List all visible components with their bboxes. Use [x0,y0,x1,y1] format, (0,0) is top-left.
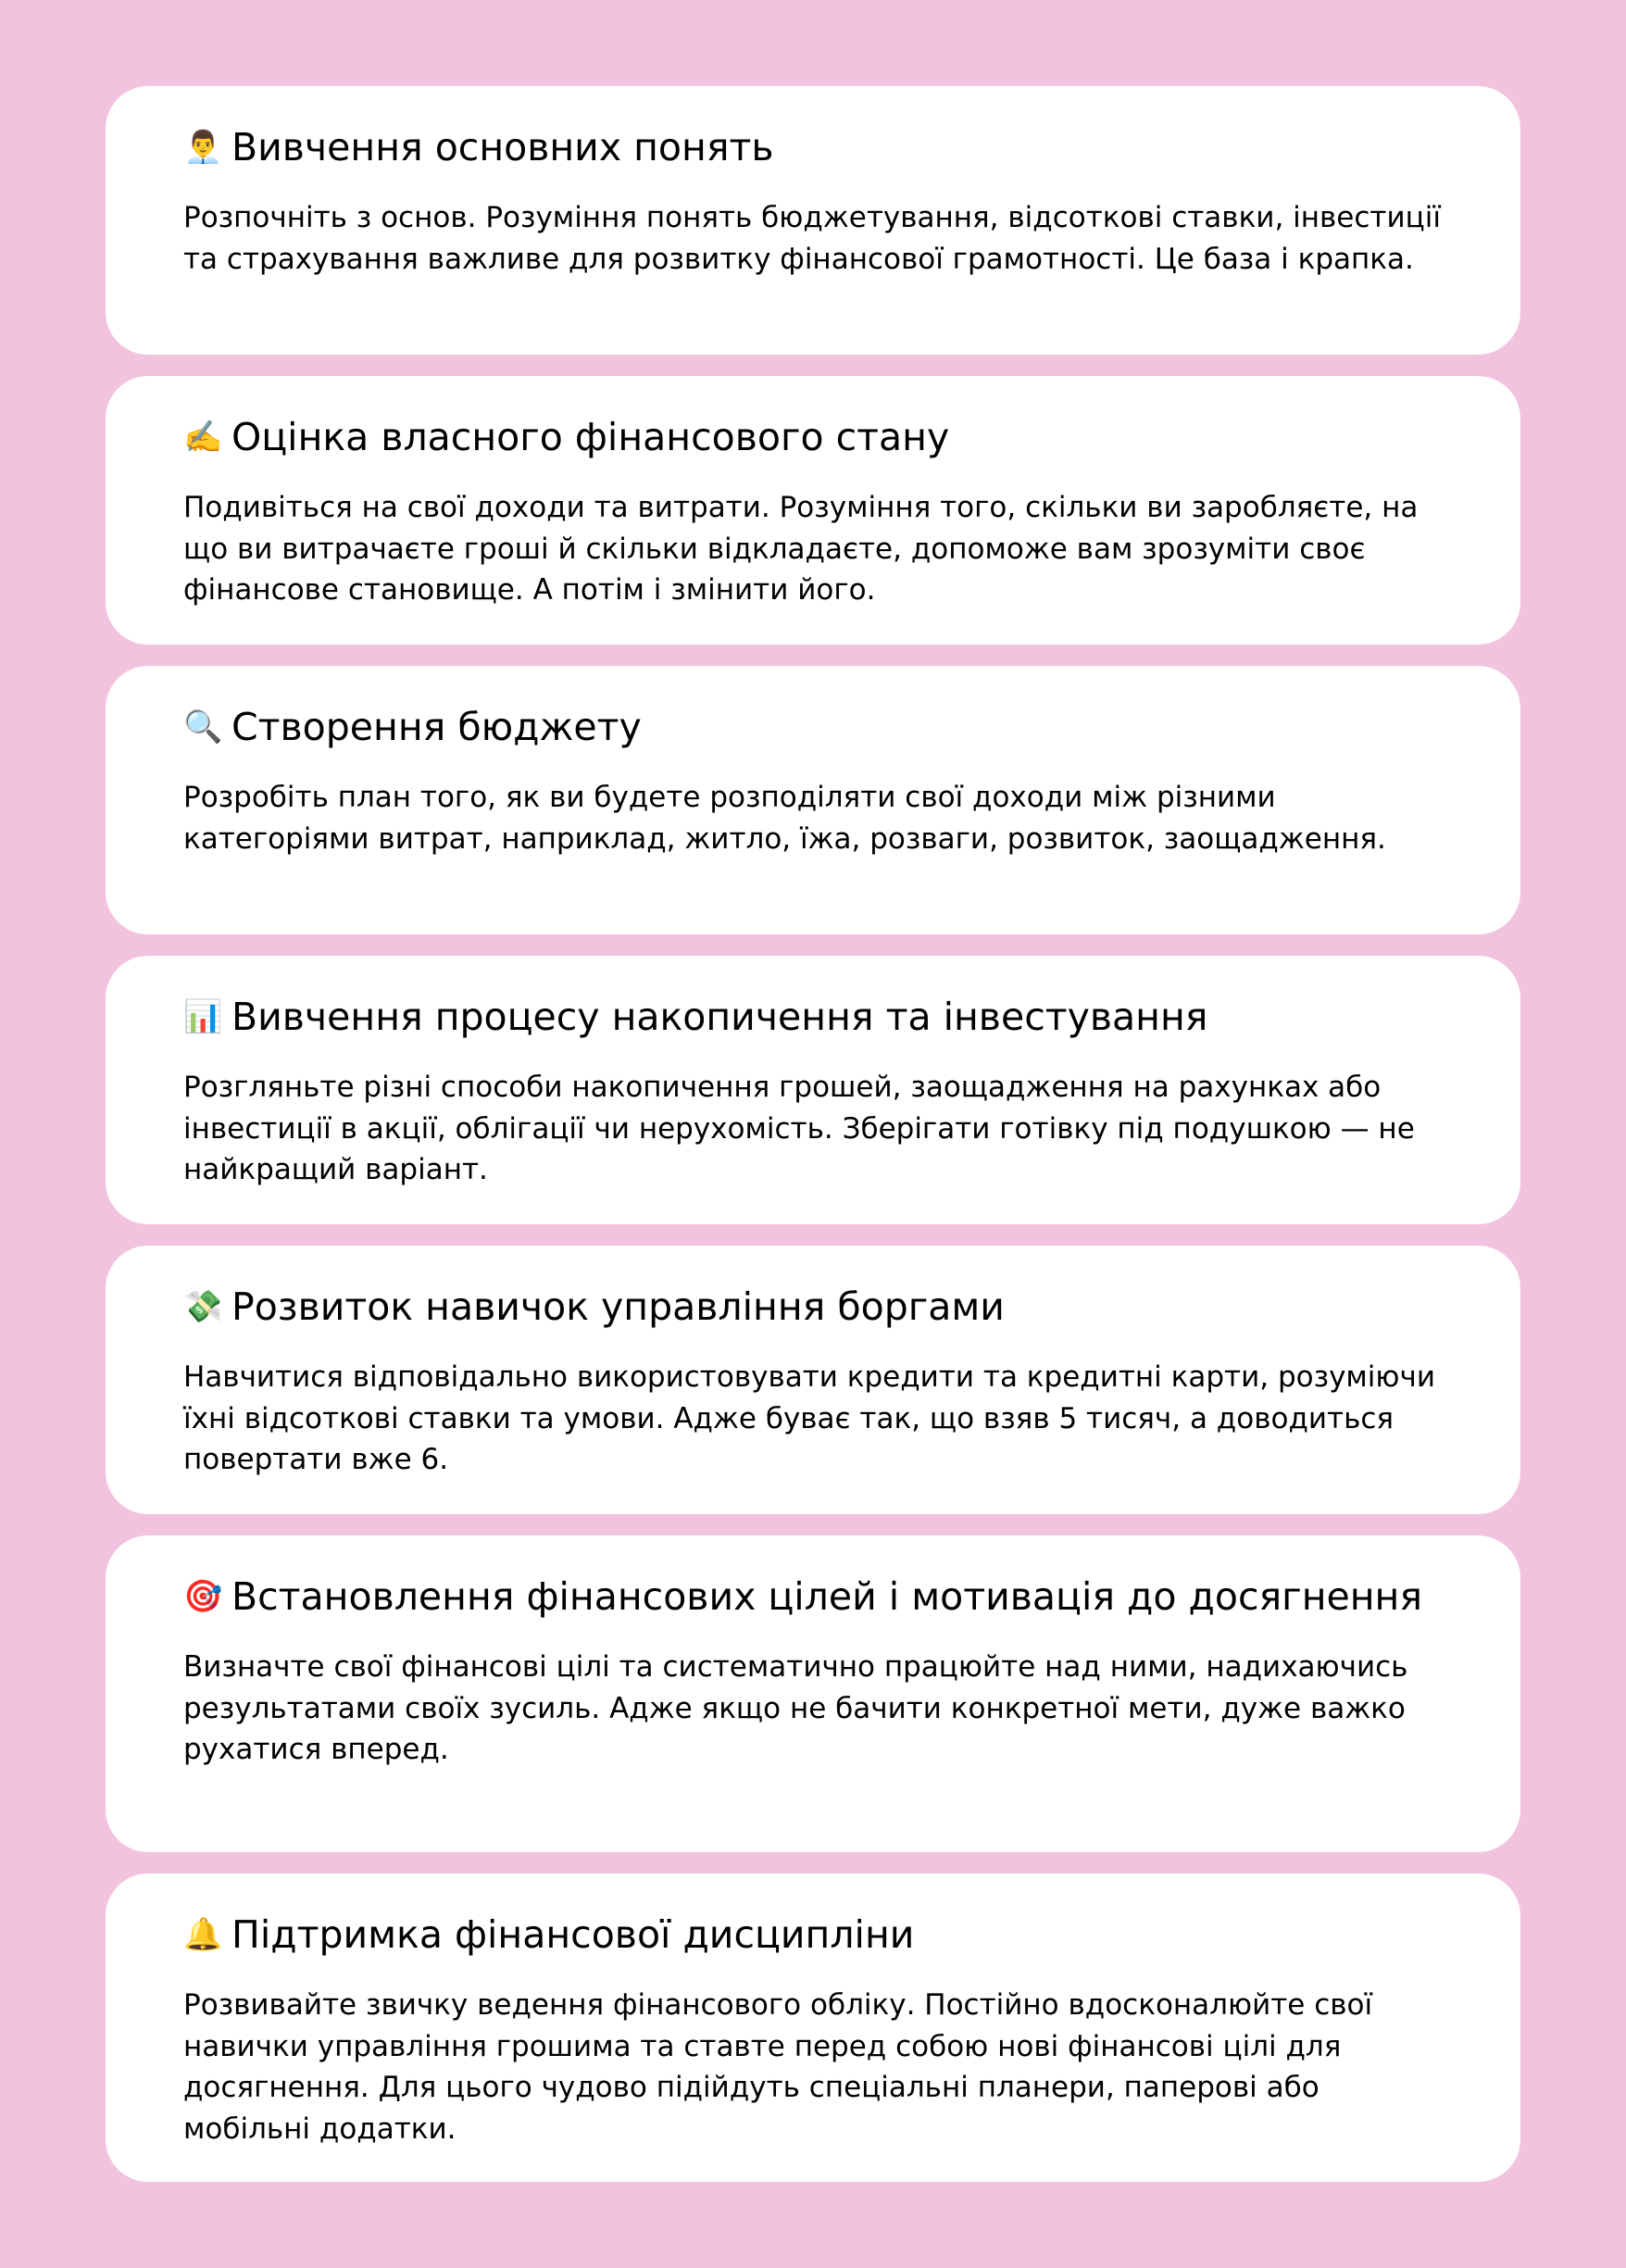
card-title-text: Підтримка фінансової дисципліни [231,1912,915,1957]
card-body: Навчитися відповідально використовувати кредити та кредитні карти, розуміючи їхні відсоткові ставки та умови. Адже буває так, що взяв 5 тисяч, а доводиться повертати вже 6. [183,1360,1435,1476]
card-title-text: Створення бюджету [231,705,642,749]
card-body: Розгляньте різні способи накопичення грошей, заощадження на рахунках або інвестиції в акції, облігації чи нерухомість. Зберігати готівку під подушкою — не найкращий варіант. [183,1071,1415,1186]
magnifying-glass-icon: 🔍 [183,708,223,746]
card-debt-management [106,1246,1520,1514]
card-financial-goals [106,1535,1520,1852]
card-title-text: Вивчення основних понять [231,125,774,169]
card-title [183,703,1443,751]
card-saving-investing [106,956,1520,1224]
card-body: Розробіть план того, як ви будете розподіляти свої доходи між різними категоріями витрат, наприклад, житло, їжа, розваги, розвиток, заощадження. [183,781,1386,856]
card-title [183,993,1443,1041]
card-body: Розпочніть з основ. Розуміння понять бюджетування, відсоткові ставки, інвестиції та страхування важливе для розвитку фінансової грамотності. Це база і крапка. [183,201,1441,276]
card-body: Подивіться на свої доходи та витрати. Розуміння того, скільки ви заробляєте, на що ви витрачаєте гроші й скільки відкладаєте, допоможе вам зрозуміти своє фінансове становище. А потім і змінити його. [183,491,1419,607]
card-title-text: Розвиток навичок управління боргами [231,1284,1005,1329]
card-body: Визначте свої фінансові цілі та систематично працюйте над ними, надихаючись результатами своїх зусиль. Адже якщо не бачити конкретної мети, дуже важко рухатися вперед. [183,1650,1408,1766]
bar-chart-icon: 📊 [183,998,223,1035]
card-title-text: Встановлення фінансових цілей і мотивація до досягнення [231,1574,1422,1619]
bell-icon: 🔔 [183,1916,223,1953]
card-title [183,1573,1443,1621]
money-with-wings-icon: 💸 [183,1288,223,1325]
man-technologist-icon: 👨‍💼 [183,129,223,166]
card-financial-discipline [106,1873,1520,2182]
card-basic-concepts [106,86,1520,355]
card-title-text: Вивчення процесу накопичення та інвестування [231,995,1208,1039]
card-title [183,413,1443,461]
card-title [183,1283,1443,1331]
card-financial-state [106,376,1520,645]
card-body: Розвивайте звичку ведення фінансового обліку. Постійно вдосконалюйте свої навички управління грошима та ставте перед собою нові фінансові цілі для досягнення. Для цього чудово підійдуть спеціальні планери, паперові або мобільні додатки. [183,1988,1373,2146]
direct-hit-icon: 🎯 [183,1578,223,1615]
card-title [183,1911,1443,1959]
card-title-text: Оцінка власного фінансового стану [231,415,950,459]
writing-hand-icon: ✍️ [183,419,223,456]
card-title [183,123,1443,171]
card-budget [106,666,1520,934]
